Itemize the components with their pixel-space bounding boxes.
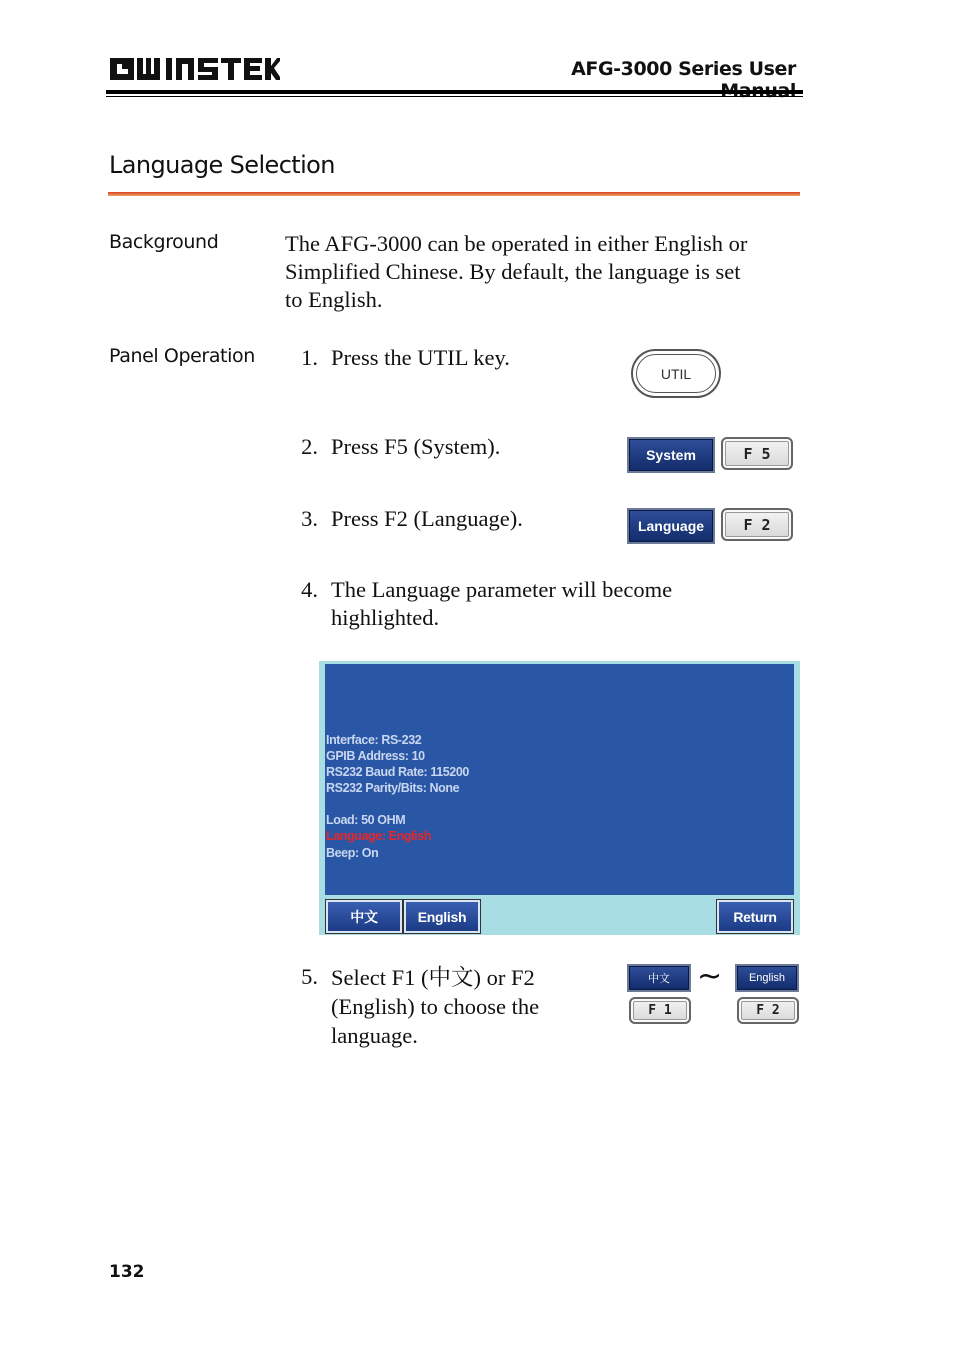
- background-text: [285, 230, 747, 314]
- section-title: Language Selection: [109, 151, 335, 179]
- system-softkey-label: System: [627, 437, 715, 473]
- chinese-softkey-label: 中文: [627, 964, 691, 992]
- lcd-main-area: [325, 664, 794, 895]
- step-line: (English) to choose the: [331, 994, 540, 1019]
- header-rule-thin: [106, 96, 803, 97]
- step-text: Press the UTIL key.: [331, 345, 510, 370]
- header-rule: [106, 90, 803, 94]
- language-softkey-label: Language: [627, 508, 715, 544]
- step-line: highlighted.: [331, 605, 440, 630]
- background-label: Background: [109, 231, 219, 253]
- screen-line-parity: RS232 Parity/Bits: None: [326, 781, 460, 795]
- step-number: 5.: [301, 964, 318, 989]
- step-line: The Language parameter will become: [331, 577, 673, 602]
- screen-chinese-button[interactable]: 中文: [326, 900, 402, 933]
- step-number: 1.: [301, 345, 318, 370]
- screen-line-baud: RS232 Baud Rate: 115200: [326, 765, 469, 779]
- step-number: 4.: [301, 577, 318, 602]
- background-line: Simplified Chinese. By default, the language is set: [285, 259, 741, 284]
- f2-key-language[interactable]: F 2: [737, 997, 799, 1024]
- page-number: 132: [109, 1262, 145, 1282]
- screen-line-beep: Beep: On: [326, 846, 379, 860]
- f5-key[interactable]: F 5: [721, 437, 793, 470]
- panel-operation-label: Panel Operation: [109, 345, 255, 367]
- f1-key[interactable]: F 1: [629, 997, 691, 1024]
- screen-line-language: Language: English: [326, 829, 432, 843]
- background-line: to English.: [285, 287, 383, 312]
- gw-instek-logo: [108, 52, 280, 86]
- screen-line-interface: Interface: RS-232: [326, 733, 422, 747]
- section-rule: [108, 192, 800, 196]
- step-text: [331, 576, 672, 632]
- step-number: 3.: [301, 506, 318, 531]
- step-number: 2.: [301, 434, 318, 459]
- background-line: The AFG-3000 can be operated in either English or: [285, 231, 748, 256]
- lcd-screen: [319, 661, 800, 935]
- english-softkey-label: English: [735, 964, 799, 992]
- step-text: Press F5 (System).: [331, 434, 501, 459]
- f2-key[interactable]: F 2: [721, 508, 793, 541]
- step-line: language.: [331, 1023, 418, 1048]
- tilde-separator: ~: [697, 959, 723, 994]
- screen-english-button[interactable]: English: [404, 900, 480, 933]
- util-key[interactable]: [631, 349, 721, 398]
- step-text: Press F2 (Language).: [331, 506, 523, 531]
- manual-title: AFG-3000 Series User: [571, 58, 796, 80]
- step-text: [331, 963, 539, 1050]
- screen-line-load: Load: 50 OHM: [326, 813, 406, 827]
- screen-return-button[interactable]: Return: [717, 900, 793, 933]
- util-key-label: UTIL: [636, 354, 716, 393]
- step-line: Select F1 (中文) or F2: [331, 965, 535, 990]
- screen-line-gpib: GPIB Address: 10: [326, 749, 425, 763]
